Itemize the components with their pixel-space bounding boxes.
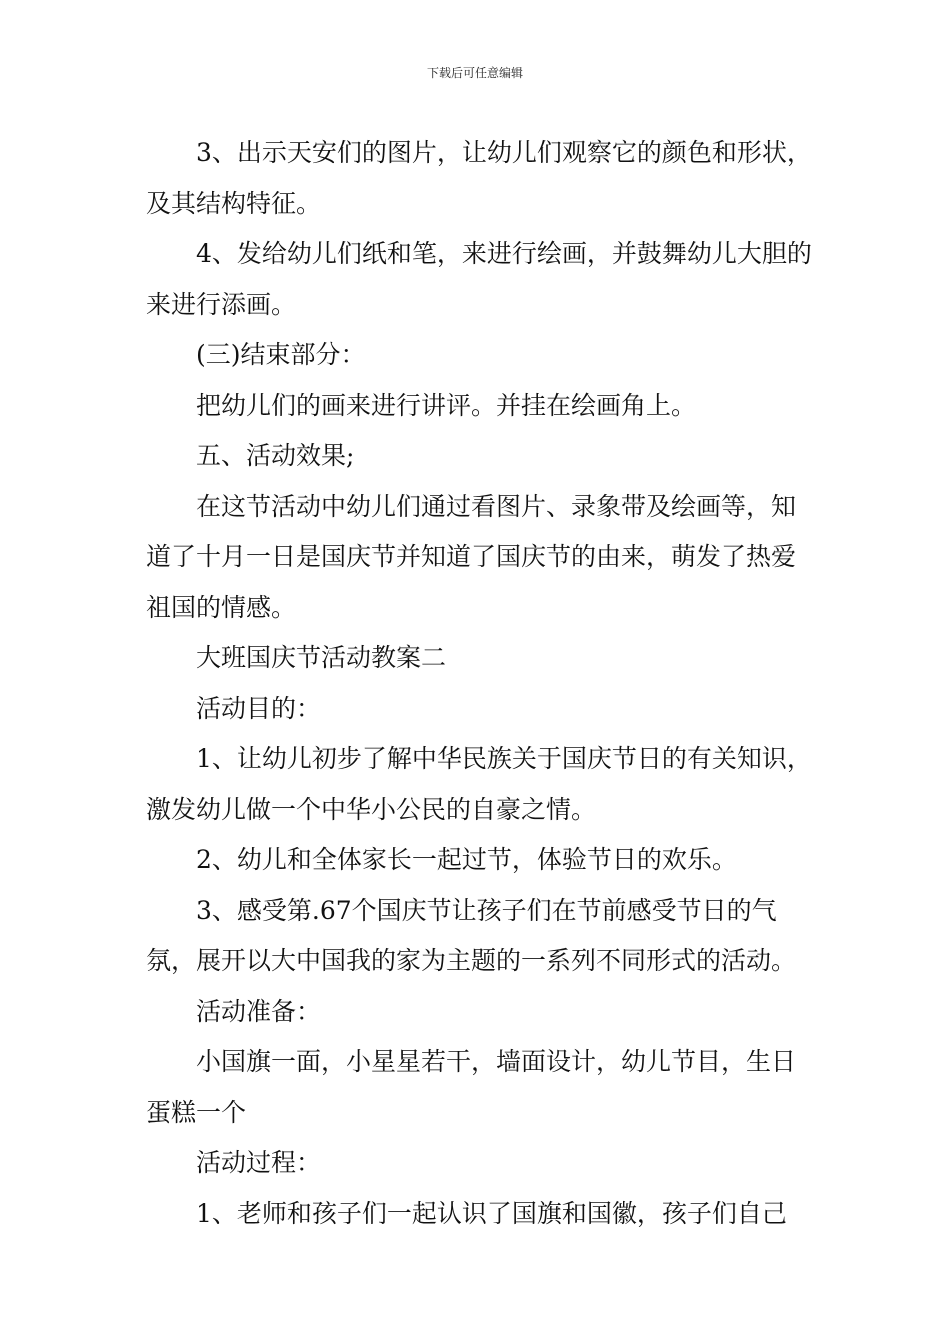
page-header: 下载后可任意编辑 [426, 66, 523, 80]
section-heading: 活动目的： [196, 693, 322, 723]
document-body [146, 128, 816, 1239]
section-heading: 五、活动效果; [196, 441, 355, 470]
section-heading: (三)结束部分： [196, 340, 366, 369]
paragraph: 小国旗一面，小星星若干，墙面设计，幼儿节目，生日蛋糕一个 [146, 1047, 797, 1127]
paragraph: 4、发给幼儿们纸和笔，来进行绘画，并鼓舞幼儿大胆的来进行添画。 [146, 239, 812, 319]
paragraph: 把幼儿们的画来进行讲评。并挂在绘画角上。 [196, 390, 697, 420]
paragraph: 3、出示天安们的图片，让幼儿们观察它的颜色和形状，及其结构特征。 [146, 138, 812, 218]
paragraph: 1、让幼儿初步了解中华民族关于国庆节日的有关知识，激发幼儿做一个中华小公民的自豪之情。 [146, 744, 812, 824]
paragraph: 1、老师和孩子们一起认识了国旗和国徽，孩子们自己 [196, 1198, 787, 1228]
document-subtitle: 大班国庆节活动教案二 [196, 643, 447, 672]
section-heading: 活动过程： [196, 1148, 322, 1177]
paragraph: 在这节活动中幼儿们通过看图片、录象带及绘画等，知道了十月一日是国庆节并知道了国庆节的由来，萌发了热爱祖国的情感。 [146, 491, 797, 622]
section-heading: 活动准备： [196, 996, 322, 1026]
paragraph: 3、感受第.67个国庆节让孩子们在节前感受节日的气氛，展开以大中国我的家为主题的一系列不同形式的活动。 [146, 895, 797, 975]
paragraph: 2、幼儿和全体家长一起过节，体验节日的欢乐。 [196, 845, 737, 874]
